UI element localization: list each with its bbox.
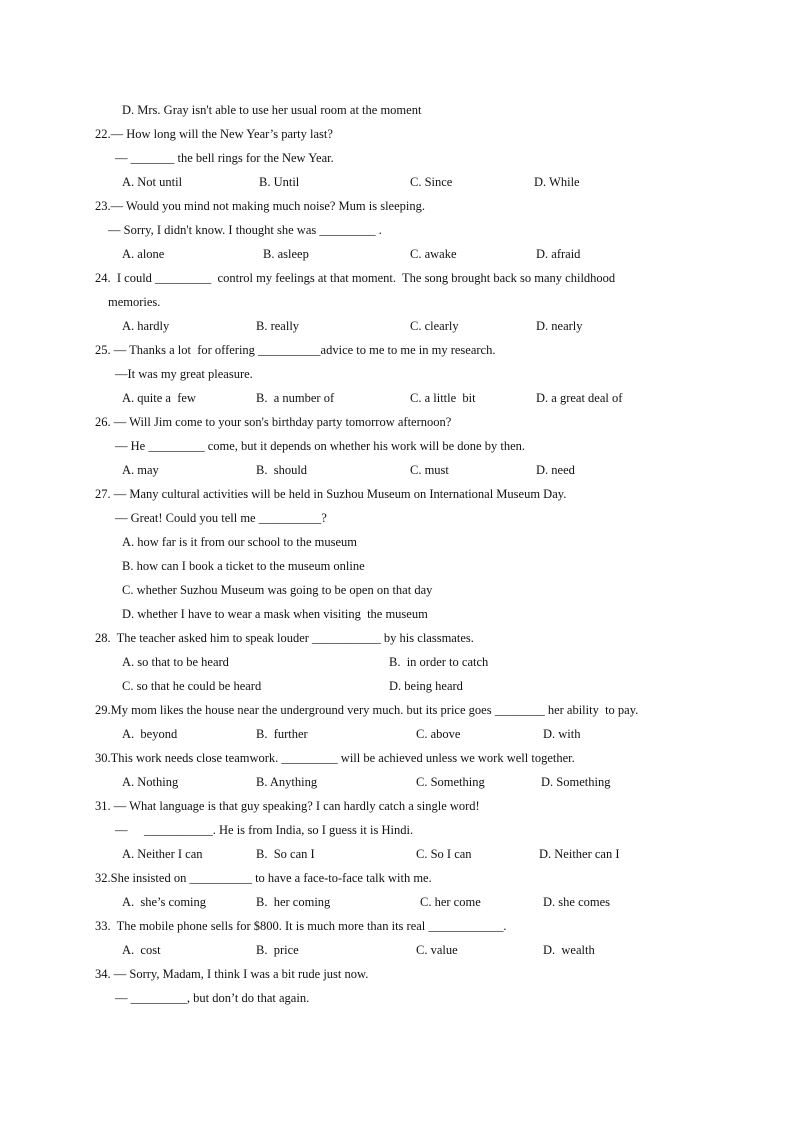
text-line-59: 32.She insisted on __________ to have a face-to-face talk with me. xyxy=(95,871,432,885)
text-line-47: 30.This work needs close teamwork. _________ will be achieved unless we work well together. xyxy=(95,751,575,765)
text-line-19: 25. — Thanks a lot for offering __________advice to me to me in my research. xyxy=(95,343,496,357)
text-line-17: C. clearly xyxy=(410,319,459,333)
text-line-48: A. Nothing xyxy=(122,775,179,789)
text-line-7: 23.— Would you mind not making much noise? Mum is sleeping. xyxy=(95,199,425,213)
text-line-37: 28. The teacher asked him to speak louder ___________ by his classmates. xyxy=(95,631,474,645)
text-line-30: D. need xyxy=(536,463,575,477)
text-line-56: B. So can I xyxy=(256,847,315,861)
text-line-28: B. should xyxy=(256,463,308,477)
text-line-42: 29.My mom likes the house near the underground very much. but its price goes ________ her ability to pay. xyxy=(95,703,639,717)
text-line-12: D. afraid xyxy=(536,247,581,261)
text-line-68: D. wealth xyxy=(543,943,595,957)
text-line-54: ___________. He is from India, so I guess it is Hindi. xyxy=(144,823,414,837)
text-line-14: memories. xyxy=(108,295,161,309)
text-line-1: 22.— How long will the New Year’s party last? xyxy=(95,127,333,141)
text-line-13: 24. I could _________ control my feelings at that moment. The song brought back so many childhood xyxy=(95,271,616,285)
text-line-57: C. So I can xyxy=(416,847,472,861)
text-line-70: — _________, but don’t do that again. xyxy=(115,991,310,1005)
text-line-38: A. so that to be heard xyxy=(122,655,229,669)
text-line-52: 31. — What language is that guy speaking? I can hardly catch a single word! xyxy=(95,799,480,813)
text-line-36: D. whether I have to wear a mask when visiting the museum xyxy=(122,607,428,621)
text-line-25: 26. — Will Jim come to your son's birthday party tomorrow afternoon? xyxy=(95,415,452,429)
text-line-8: — Sorry, I didn't know. I thought she was _________ . xyxy=(108,223,382,237)
text-line-15: A. hardly xyxy=(122,319,170,333)
text-line-26: — He _________ come, but it depends on whether his work will be done by then. xyxy=(115,439,525,453)
text-line-46: D. with xyxy=(543,727,581,741)
text-line-9: A. alone xyxy=(122,247,165,261)
text-line-60: A. she’s coming xyxy=(122,895,207,909)
text-line-41: D. being heard xyxy=(389,679,463,693)
text-line-58: D. Neither can I xyxy=(539,847,620,861)
text-line-45: C. above xyxy=(416,727,461,741)
text-line-4: B. Until xyxy=(259,175,300,189)
text-line-40: C. so that he could be heard xyxy=(122,679,262,693)
text-line-66: B. price xyxy=(256,943,299,957)
text-line-55: A. Neither I can xyxy=(122,847,203,861)
text-line-31: 27. — Many cultural activities will be held in Suzhou Museum on International Museum Day. xyxy=(95,487,567,501)
text-line-43: A. beyond xyxy=(122,727,178,741)
text-line-62: C. her come xyxy=(420,895,481,909)
text-line-10: B. asleep xyxy=(263,247,309,261)
text-line-61: B. her coming xyxy=(256,895,331,909)
text-line-34: B. how can I book a ticket to the museum online xyxy=(122,559,365,573)
text-line-51: D. Something xyxy=(541,775,611,789)
text-line-65: A. cost xyxy=(122,943,161,957)
text-line-11: C. awake xyxy=(410,247,457,261)
text-line-0: D. Mrs. Gray isn't able to use her usual room at the moment xyxy=(122,103,422,117)
text-line-5: C. Since xyxy=(410,175,453,189)
text-line-53: — xyxy=(115,823,128,837)
text-line-22: B. a number of xyxy=(256,391,335,405)
text-line-35: C. whether Suzhou Museum was going to be open on that day xyxy=(122,583,433,597)
text-line-49: B. Anything xyxy=(256,775,318,789)
text-line-6: D. While xyxy=(534,175,580,189)
text-line-2: — _______ the bell rings for the New Year. xyxy=(115,151,334,165)
text-line-27: A. may xyxy=(122,463,159,477)
text-line-24: D. a great deal of xyxy=(536,391,623,405)
text-line-32: — Great! Could you tell me __________? xyxy=(115,511,327,525)
text-line-39: B. in order to catch xyxy=(389,655,489,669)
text-line-69: 34. — Sorry, Madam, I think I was a bit rude just now. xyxy=(95,967,369,981)
text-line-44: B. further xyxy=(256,727,308,741)
text-line-3: A. Not until xyxy=(122,175,183,189)
text-line-23: C. a little bit xyxy=(410,391,476,405)
text-line-33: A. how far is it from our school to the museum xyxy=(122,535,358,549)
text-line-16: B. really xyxy=(256,319,300,333)
text-line-18: D. nearly xyxy=(536,319,583,333)
text-line-50: C. Something xyxy=(416,775,485,789)
text-line-29: C. must xyxy=(410,463,449,477)
text-line-20: —It was my great pleasure. xyxy=(115,367,253,381)
text-line-63: D. she comes xyxy=(543,895,610,909)
text-line-64: 33. The mobile phone sells for $800. It is much more than its real ____________. xyxy=(95,919,507,933)
text-line-21: A. quite a few xyxy=(122,391,196,405)
text-line-67: C. value xyxy=(416,943,458,957)
